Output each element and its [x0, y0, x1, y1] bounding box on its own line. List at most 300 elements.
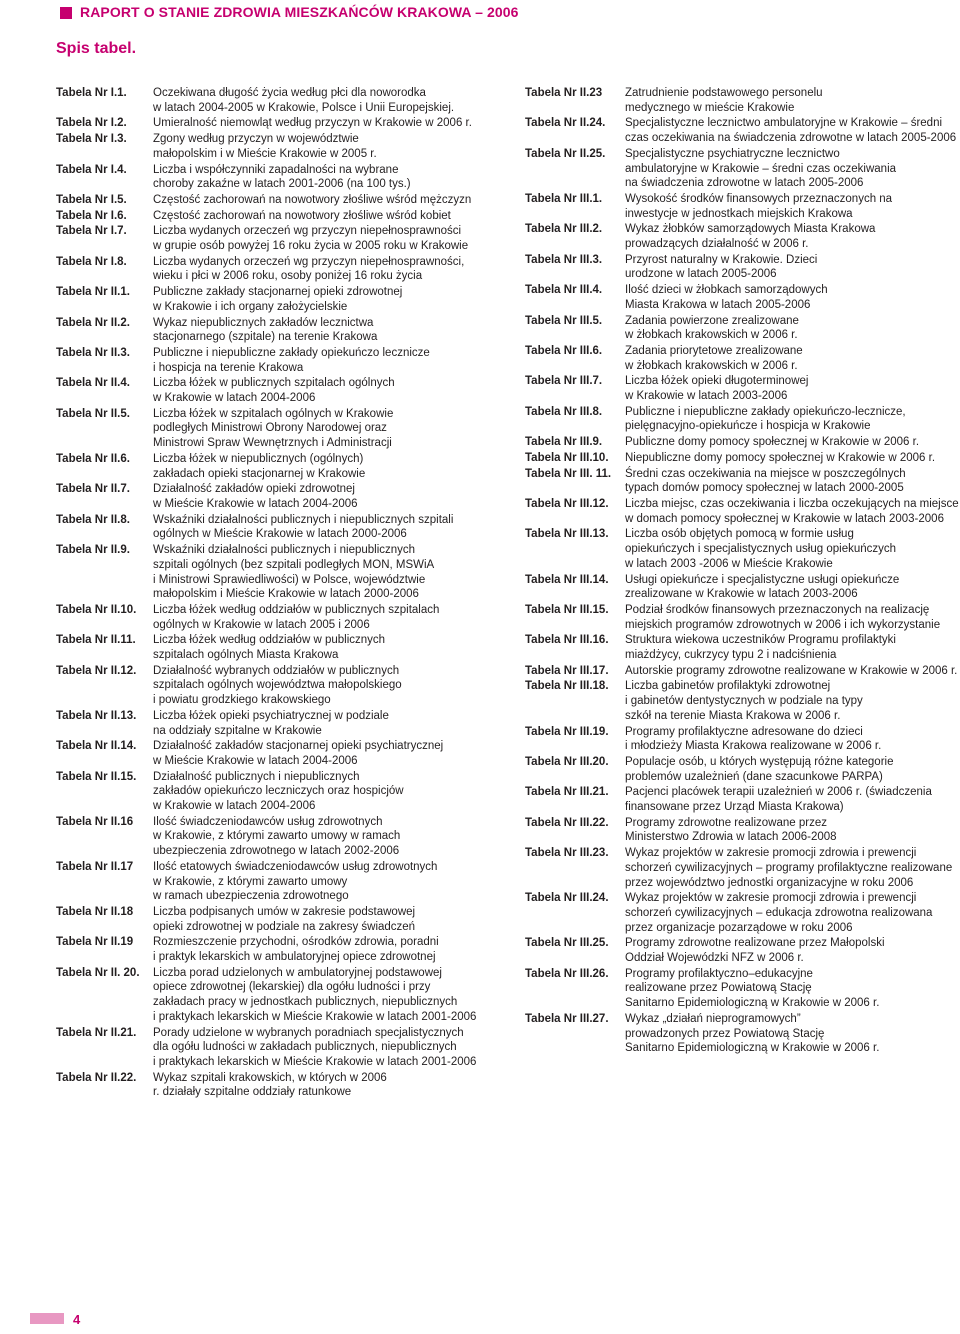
table-number: Tabela Nr III.3. — [525, 253, 603, 266]
table-description-line: urodzone w latach 2005-2006 — [625, 268, 777, 281]
table-description — [625, 967, 945, 1011]
table-description-line: Zgony według przyczyn w województwie — [153, 133, 359, 146]
table-description-line: problemów uzależnień (dane szacunkowe PARPA) — [625, 770, 883, 783]
table-description — [625, 86, 945, 115]
table-list-entry — [525, 451, 945, 466]
table-number: Tabela Nr I.2. — [56, 117, 127, 130]
table-description-line: miejskich programów zdrowotnych w 2006 i ich wykorzystanie — [625, 618, 941, 631]
table-number: Tabela Nr III.1. — [525, 192, 603, 205]
table-number: Tabela Nr II.14. — [56, 740, 137, 753]
table-description-line: pielęgnacyjno-opiekuńcze i hospicja w Krakowie — [625, 420, 871, 433]
table-number: Tabela Nr III.20. — [525, 755, 609, 768]
table-list-entry — [56, 1026, 486, 1070]
table-description-line: w grupie osób powyżej 16 roku życia w 2005 roku w Krakowie — [153, 240, 469, 253]
table-description-line: w ramach ubezpieczenia zdrowotnego — [153, 890, 349, 903]
table-description — [153, 346, 486, 375]
table-description-line: w latach 2003 -2006 w Mieście Krakowie — [625, 557, 833, 570]
table-list-entry — [56, 739, 486, 768]
table-description-line: finansowane przez Urząd Miasta Krakowa) — [625, 801, 844, 814]
table-description-line: Programy zdrowotne realizowane przez — [625, 816, 827, 829]
table-description-line: w Krakowie i ich organy założycielskie — [153, 300, 348, 313]
table-list-entry — [525, 253, 945, 282]
table-description-line: Ilość świadczeniodawców usług zdrowotnych — [153, 815, 383, 828]
table-number: Tabela Nr III.5. — [525, 314, 603, 327]
table-number: Tabela Nr II.17 — [56, 860, 134, 873]
table-description-line: w Krakowie, z którymi zawarto umowy w ramach — [153, 830, 401, 843]
table-description-line: Publiczne zakłady stacjonarnej opieki zdrowotnej — [153, 286, 403, 299]
table-description-line: Liczba łóżek w szpitalach ogólnych w Krakowie — [153, 407, 394, 420]
table-description-line: w żłobkach krakowskich w 2006 r. — [625, 329, 798, 342]
table-description — [153, 255, 486, 284]
table-number: Tabela Nr III.16. — [525, 634, 609, 647]
table-description-line: podległych Ministrowi Obrony Narodowej oraz — [153, 422, 387, 435]
table-description-line: Porady udzielone w wybranych poradniach specjalistycznych — [153, 1026, 464, 1039]
table-description-line: opiece zdrowotnej (lekarskiej) dla ogółu ludności i przy — [153, 981, 431, 994]
table-description — [625, 222, 945, 251]
table-description — [625, 679, 945, 723]
table-description-line: medycznego w mieście Krakowie — [625, 101, 795, 114]
table-description — [153, 664, 486, 708]
table-description — [625, 435, 945, 450]
table-description — [153, 482, 486, 511]
table-description-line: na świadczenia zdrowotne w latach 2005-2006 — [625, 177, 864, 190]
table-number: Tabela Nr III.7. — [525, 375, 603, 388]
table-description-line: Miasta Krakowa w latach 2005-2006 — [625, 298, 811, 311]
table-list-entry — [525, 405, 945, 434]
table-description-line: Liczba osób objętych pomocą w formie usług — [625, 528, 854, 541]
table-description-line: Umieralność niemowląt według przyczyn w Krakowie w 2006 r. — [153, 117, 472, 130]
table-description-line: Populacje osób, u których występują różne kategorie — [625, 755, 894, 768]
table-list-entry — [525, 374, 945, 403]
table-list-entry — [56, 1071, 486, 1100]
table-list-entry — [56, 132, 486, 161]
table-description — [153, 224, 486, 253]
table-description-line: Struktura wiekowa uczestników Programu profilaktyki — [625, 634, 896, 647]
table-number: Tabela Nr II.9. — [56, 544, 130, 557]
table-number: Tabela Nr II.4. — [56, 377, 130, 390]
table-list-entry — [525, 785, 945, 814]
table-list-left-column — [56, 86, 486, 1101]
table-list-entry — [56, 815, 486, 859]
table-number: Tabela Nr III.2. — [525, 223, 603, 236]
table-list-entry — [525, 147, 945, 191]
table-number: Tabela Nr II.1. — [56, 286, 130, 299]
table-description-line: Działalność wybranych oddziałów w publicznych — [153, 664, 400, 677]
header-accent-square — [60, 7, 72, 19]
table-description-line: Publiczne domy pomocy społecznej w Krakowie w 2006 r. — [625, 436, 920, 449]
table-description — [153, 407, 486, 451]
table-description — [153, 709, 486, 738]
table-description-line: Działalność publicznych i niepublicznych — [153, 770, 360, 783]
table-list-entry — [525, 435, 945, 450]
table-number: Tabela Nr III.8. — [525, 405, 603, 418]
table-description-line: r. działały szpitalne oddziały ratunkowe — [153, 1086, 352, 1099]
table-description-line: Liczba łóżek opieki psychiatrycznej w podziale — [153, 709, 389, 722]
table-description — [625, 467, 945, 496]
table-description-line: i młodzieży Miasta Krakowa realizowane w 2006 r. — [625, 740, 882, 753]
footer-accent-bar — [30, 1313, 64, 1324]
table-description — [625, 192, 945, 221]
table-description — [153, 543, 486, 602]
table-description — [153, 739, 486, 768]
table-number: Tabela Nr III. 11. — [525, 467, 612, 480]
table-list-entry — [525, 633, 945, 662]
table-list-entry — [56, 346, 486, 375]
table-description-line: i powiatu grodzkiego krakowskiego — [153, 694, 331, 707]
table-description-line: zakładach opieki stacjonarnej w Krakowie — [153, 467, 366, 480]
table-description-line: Zadania priorytetowe zrealizowane — [625, 344, 803, 357]
table-number: Tabela Nr III.9. — [525, 436, 603, 449]
table-description-line: Oczekiwana długość życia według płci dla noworodka — [153, 87, 426, 99]
table-description-line: Liczba wydanych orzeczeń wg przyczyn niepełnosprawności — [153, 225, 462, 238]
table-number: Tabela Nr I.6. — [56, 209, 127, 222]
table-description — [153, 1071, 486, 1100]
table-description-line: Liczba łóżek według oddziałów w publicznych — [153, 634, 386, 647]
table-description-line: i praktykach lekarskich w Mieście Krakowie w latach 2001-2006 — [153, 1056, 477, 1068]
table-list-right-column — [525, 86, 959, 1057]
table-description-line: w domach pomocy społecznej w Krakowie w latach 2003-2006 — [625, 512, 944, 525]
table-list-entry — [56, 603, 486, 632]
table-description — [153, 209, 486, 224]
table-number: Tabela Nr I.1. — [56, 87, 127, 99]
table-description-line: szpitalach ogólnych województwa małopolskiego — [153, 679, 402, 692]
table-description — [625, 314, 945, 343]
table-list-entry — [56, 193, 486, 208]
table-number: Tabela Nr I.5. — [56, 193, 127, 206]
table-description-line: w Mieście Krakowie w latach 2004-2006 — [153, 754, 358, 767]
table-description-line: Sanitarno Epidemiologiczną w Krakowie w 2006 r. — [625, 997, 880, 1010]
table-number: Tabela Nr III.18. — [525, 680, 609, 693]
table-number: Tabela Nr III.25. — [525, 937, 609, 950]
table-description-line: Zatrudnienie podstawowego personelu — [625, 87, 823, 99]
table-description-line: i hospicja na terenie Krakowa — [153, 361, 304, 374]
table-description-line: Przyrost naturalny w Krakowie. Dzieci — [625, 253, 818, 266]
table-list-entry — [56, 860, 486, 904]
table-list-entry — [56, 482, 486, 511]
table-description-line: Oddział Wojewódzki NFZ w 2006 r. — [625, 952, 804, 965]
table-description-line: ubezpieczenia zdrowotnego w latach 2002-2006 — [153, 845, 400, 858]
table-description — [153, 193, 486, 208]
table-list-entry — [525, 725, 945, 754]
table-description — [153, 316, 486, 345]
table-description — [153, 603, 486, 632]
table-number: Tabela Nr II.21. — [56, 1026, 137, 1039]
table-description-line: Programy profilaktyczno–edukacyjne — [625, 967, 813, 980]
table-description-line: ambulatoryjne w Krakowie – średni czas oczekiwania — [625, 162, 897, 175]
table-description — [625, 633, 945, 662]
table-description-line: inwestycje w jednostkach miejskich Krakowa — [625, 207, 853, 220]
table-number: Tabela Nr II.6. — [56, 452, 130, 465]
table-number: Tabela Nr III.27. — [525, 1012, 609, 1025]
table-list-entry — [56, 543, 486, 602]
table-description — [153, 966, 486, 1025]
table-description-line: Wskaźniki działalności publicznych i niepublicznych szpitali — [153, 513, 454, 526]
table-description-line: zakładów opiekuńczo leczniczych oraz hospicjów — [153, 785, 404, 798]
table-list-entry — [56, 209, 486, 224]
table-list-entry — [56, 163, 486, 192]
table-description-line: Wykaz żłobków samorządowych Miasta Krakowa — [625, 223, 876, 236]
table-description-line: miażdżycy, cukrzycy typu 2 i nadciśnienia — [625, 649, 837, 662]
table-description-line: Programy zdrowotne realizowane przez Małopolski — [625, 937, 885, 950]
table-number: Tabela Nr III.13. — [525, 528, 609, 541]
table-description — [625, 374, 945, 403]
table-description-line: Wykaz niepublicznych zakładów lecznictwa — [153, 316, 374, 329]
table-description-line: szpitali ogólnych (bez szpitali podległych MON, MSWiA — [153, 558, 435, 571]
table-description-line: szkół na terenie Miasta Krakowa w 2006 r. — [625, 709, 841, 722]
table-number: Tabela Nr III.15. — [525, 603, 609, 616]
table-list-entry — [56, 285, 486, 314]
table-list-entry — [525, 967, 945, 1011]
table-list-entry — [56, 116, 486, 131]
table-description-line: Wykaz projektów w zakresie promocji zdrowia i prewencji — [625, 847, 917, 860]
table-number: Tabela Nr II. 20. — [56, 966, 140, 979]
table-description-line: prowadzących działalność w 2006 r. — [625, 238, 809, 251]
table-description-line: Ministerstwo Zdrowia w latach 2006-2008 — [625, 831, 837, 844]
table-description-line: Częstość zachorowań na nowotwory złośliwe wśród mężczyzn — [153, 193, 472, 206]
table-description-line: Rozmieszczenie przychodni, ośrodków zdrowia, poradni — [153, 936, 439, 949]
table-description — [625, 936, 945, 965]
table-description-line: Liczba i współczynniki zapadalności na wybrane — [153, 163, 399, 176]
report-header-title: RAPORT O STANIE ZDROWIA MIESZKAŃCÓW KRAKOWA – 2006 — [80, 4, 519, 20]
table-description — [153, 633, 486, 662]
table-description-line: Ilość etatowych świadczeniodawców usług zdrowotnych — [153, 860, 438, 873]
table-description-line: Liczba gabinetów profilaktyki zdrowotnej — [625, 680, 831, 693]
table-number: Tabela Nr II.10. — [56, 603, 137, 616]
table-list-entry — [525, 755, 945, 784]
table-description-line: w Krakowie w latach 2004-2006 — [153, 392, 316, 405]
table-list-entry — [525, 344, 945, 373]
table-number: Tabela Nr I.8. — [56, 255, 127, 268]
table-list-entry — [56, 935, 486, 964]
table-description-line: i Ministrowi Sprawiedliwości) w Polsce, województwie — [153, 573, 426, 586]
table-description-line: na oddziały szpitalne w Krakowie — [153, 724, 322, 737]
table-list-entry — [56, 224, 486, 253]
table-description — [625, 891, 945, 935]
table-description — [625, 846, 952, 890]
table-description — [153, 1026, 486, 1070]
table-description — [625, 785, 945, 814]
table-description-line: schorzeń cywilizacyjnych – programy profilaktyczne realizowane — [625, 861, 953, 874]
table-number: Tabela Nr I.7. — [56, 225, 127, 238]
table-list-entry — [525, 679, 945, 723]
table-list-entry — [56, 513, 486, 542]
table-description-line: Zadania powierzone zrealizowane — [625, 314, 799, 327]
table-description-line: Liczba łóżek w niepublicznych (ogólnych) — [153, 452, 364, 465]
table-description — [153, 513, 486, 542]
table-number: Tabela Nr II.5. — [56, 407, 130, 420]
table-list-entry — [56, 770, 486, 814]
table-description-line: wieku i płci w 2006 roku, osoby poniżej 16 roku życia — [153, 270, 423, 283]
table-description-line: Publiczne i niepubliczne zakłady opiekuńczo-lecznicze, — [625, 405, 906, 418]
table-description-line: małopolskim i Mieście Krakowie w latach 2000-2006 — [153, 588, 419, 601]
table-number: Tabela Nr II.16 — [56, 815, 134, 828]
table-description-line: Liczba miejsc, czas oczekiwania i liczba oczekujących na miejsce — [625, 497, 959, 510]
table-description-line: w Krakowie, z którymi zawarto umowy — [153, 875, 348, 888]
table-description-line: Specjalistyczne lecznictwo ambulatoryjne w Krakowie – średni — [625, 117, 943, 130]
table-description — [153, 935, 486, 964]
table-description — [625, 344, 945, 373]
table-number: Tabela Nr II.3. — [56, 346, 130, 359]
table-description-line: opieki zdrowotnej w podziale na zakresy świadczeń — [153, 920, 416, 933]
table-description — [153, 770, 486, 814]
table-number: Tabela Nr III.24. — [525, 892, 609, 905]
table-description-line: Sanitarno Epidemiologiczną w Krakowie w 2006 r. — [625, 1042, 880, 1055]
table-description-line: Wykaz projektów w zakresie promocji zdrowia i prewencji — [625, 892, 917, 905]
table-list-entry — [525, 86, 945, 115]
table-description-line: schorzeń cywilizacyjnych – edukacja zdrowotna realizowana — [625, 906, 933, 919]
table-number: Tabela Nr II.25. — [525, 147, 606, 160]
table-list-entry — [525, 1012, 945, 1056]
table-description — [153, 285, 486, 314]
page-title: Spis tabel. — [56, 40, 137, 57]
table-description-line: czas oczekiwania na świadczenia zdrowotne w latach 2005-2006 — [625, 132, 957, 145]
table-description — [625, 603, 945, 632]
table-description-line: szpitalach ogólnych Miasta Krakowa — [153, 649, 339, 662]
table-number: Tabela Nr II.23 — [525, 87, 603, 99]
table-number: Tabela Nr III.26. — [525, 967, 609, 980]
table-description-line: Specjalistyczne psychiatryczne lecznictwo — [625, 147, 840, 160]
table-description-line: Działalność zakładów stacjonarnej opieki psychiatrycznej — [153, 740, 444, 753]
table-list-entry — [525, 527, 945, 571]
table-description-line: i gabinetów dentystycznych w podziale na typy — [625, 695, 863, 708]
table-list-entry — [525, 603, 945, 632]
table-list-entry — [525, 467, 945, 496]
table-description-line: opiekuńczych i specjalistycznych usług opiekuńczych — [625, 543, 897, 556]
table-description — [625, 283, 945, 312]
table-description — [153, 905, 486, 934]
table-list-entry — [525, 497, 959, 526]
table-description-line: Pacjenci placówek terapii uzależnień w 2006 r. (świadczenia — [625, 786, 932, 799]
table-description — [153, 452, 486, 481]
table-description-line: ogólnych w Mieście Krakowie w latach 2000-2006 — [153, 528, 407, 541]
table-description-line: Średni czas oczekiwania na miejsce w poszczególnych — [625, 467, 906, 480]
table-number: Tabela Nr III.10. — [525, 451, 609, 464]
table-description-line: w latach 2004-2005 w Krakowie, Polsce i Unii Europejskiej. — [153, 101, 455, 114]
table-description-line: Liczba podpisanych umów w zakresie podstawowej — [153, 905, 416, 918]
table-list-entry — [525, 816, 945, 845]
table-description — [153, 376, 486, 405]
table-description — [625, 116, 956, 145]
table-number: Tabela Nr II.22. — [56, 1071, 137, 1084]
table-description — [153, 116, 486, 131]
table-description — [625, 1012, 945, 1056]
table-list-entry — [56, 633, 486, 662]
table-list-entry — [56, 316, 486, 345]
table-description-line: zrealizowane w Krakowie w latach 2003-2006 — [625, 588, 858, 601]
table-description-line: prowadzonych przez Powiatową Stację — [625, 1027, 825, 1040]
table-description — [625, 451, 945, 466]
table-description — [153, 815, 486, 859]
table-number: Tabela Nr III.23. — [525, 847, 609, 860]
table-list-entry — [56, 452, 486, 481]
table-description-line: ogólnych w Krakowie w latach 2005 i 2006 — [153, 618, 370, 631]
table-list-entry — [525, 664, 958, 679]
table-description — [625, 725, 945, 754]
table-number: Tabela Nr II.15. — [56, 770, 137, 783]
table-description-line: typach domów pomocy społecznej w latach 2000-2005 — [625, 482, 904, 495]
table-description-line: Publiczne i niepubliczne zakłady opiekuńczo lecznicze — [153, 346, 430, 359]
table-description-line: przez województwo jednostki organizacyjne w roku 2006 — [625, 876, 914, 889]
table-number: Tabela Nr III.17. — [525, 664, 609, 677]
table-description-line: Niepubliczne domy pomocy społecznej w Krakowie w 2006 r. — [625, 451, 936, 464]
table-list-entry — [56, 255, 486, 284]
table-description-line: dla ogółu ludności w zakładach publicznych, niepublicznych — [153, 1041, 457, 1054]
table-description-line: Liczba łóżek w publicznych szpitalach ogólnych — [153, 377, 395, 390]
table-number: Tabela Nr III.21. — [525, 786, 609, 799]
table-number: Tabela Nr III.14. — [525, 573, 609, 586]
table-description — [625, 755, 945, 784]
table-description — [625, 573, 945, 602]
table-description-line: zakładach pracy w jednostkach publicznych, niepublicznych — [153, 996, 458, 1009]
table-number: Tabela Nr III.6. — [525, 344, 603, 357]
table-number: Tabela Nr II.8. — [56, 513, 130, 526]
table-list-entry — [56, 966, 486, 1025]
table-description-line: Działalność zakładów opieki zdrowotnej — [153, 483, 355, 496]
table-list-entry — [525, 192, 945, 221]
table-description-line: małopolskim i w Mieście Krakowie w 2005 r. — [153, 147, 377, 160]
table-description-line: Ministrowi Spraw Wewnętrznych i Administracji — [153, 437, 392, 450]
table-description-line: Programy profilaktyczne adresowane do dzieci — [625, 725, 863, 738]
table-number: Tabela Nr II.24. — [525, 117, 606, 130]
table-list-entry — [56, 905, 486, 934]
table-description-line: w Krakowie w latach 2003-2006 — [625, 390, 788, 403]
table-list-entry — [56, 709, 486, 738]
table-description-line: Liczba łóżek opieki długoterminowej — [625, 375, 809, 388]
page-number: 4 — [73, 1312, 81, 1327]
table-number: Tabela Nr III.22. — [525, 816, 609, 829]
table-list-entry — [525, 846, 953, 890]
table-number: Tabela Nr II.2. — [56, 316, 130, 329]
table-description-line: Podział środków finansowych przeznaczonych na realizację — [625, 603, 930, 616]
table-description — [625, 253, 945, 282]
table-number: Tabela Nr III.12. — [525, 497, 609, 510]
table-description-line: Liczba porad udzielonych w ambulatoryjnej podstawowej — [153, 966, 442, 979]
table-number: Tabela Nr II.7. — [56, 483, 130, 496]
table-list-entry — [525, 573, 945, 602]
table-list-entry — [525, 116, 957, 145]
table-list-entry — [525, 314, 945, 343]
table-number: Tabela Nr II.11. — [56, 634, 136, 647]
table-description-line: stacjonarnego (szpitale) na terenie Krakowa — [153, 331, 378, 344]
table-description-line: Liczba wydanych orzeczeń wg przyczyn niepełnosprawności, — [153, 255, 465, 268]
table-description-line: choroby zakaźne w latach 2001-2006 (na 100 tys.) — [153, 178, 411, 191]
table-number: Tabela Nr I.3. — [56, 133, 127, 146]
table-description-line: Ilość dzieci w żłobkach samorządowych — [625, 284, 828, 297]
table-description — [625, 527, 945, 571]
table-description-line: Wysokość środków finansowych przeznaczonych na — [625, 192, 893, 205]
table-list-entry — [56, 664, 486, 708]
table-description-line: Wykaz szpitali krakowskich, w których w 2006 — [153, 1071, 387, 1084]
table-description-line: realizowane przez Powiatową Stację — [625, 982, 812, 995]
table-list-entry — [525, 891, 945, 935]
table-description — [153, 132, 486, 161]
table-description-line: Liczba łóżek według oddziałów w publicznych szpitalach — [153, 603, 440, 616]
table-description — [625, 664, 957, 679]
table-number: Tabela Nr III.4. — [525, 284, 603, 297]
table-description — [625, 816, 945, 845]
table-description-line: Usługi opiekuńcze i specjalistyczne usługi opiekuńcze — [625, 573, 900, 586]
table-description — [153, 86, 486, 115]
table-description-line: Wykaz „działań nieprogramowych” — [625, 1012, 801, 1025]
table-description-line: Wskaźniki działalności publicznych i niepublicznych — [153, 544, 416, 557]
table-number: Tabela Nr II.18 — [56, 905, 134, 918]
table-list-entry — [525, 222, 945, 251]
table-number: Tabela Nr III.19. — [525, 725, 609, 738]
table-list-entry — [56, 376, 486, 405]
table-description-line: przez organizacje pozarządowe w roku 2006 — [625, 921, 853, 934]
table-list-entry — [56, 86, 486, 115]
table-list-entry — [56, 407, 486, 451]
